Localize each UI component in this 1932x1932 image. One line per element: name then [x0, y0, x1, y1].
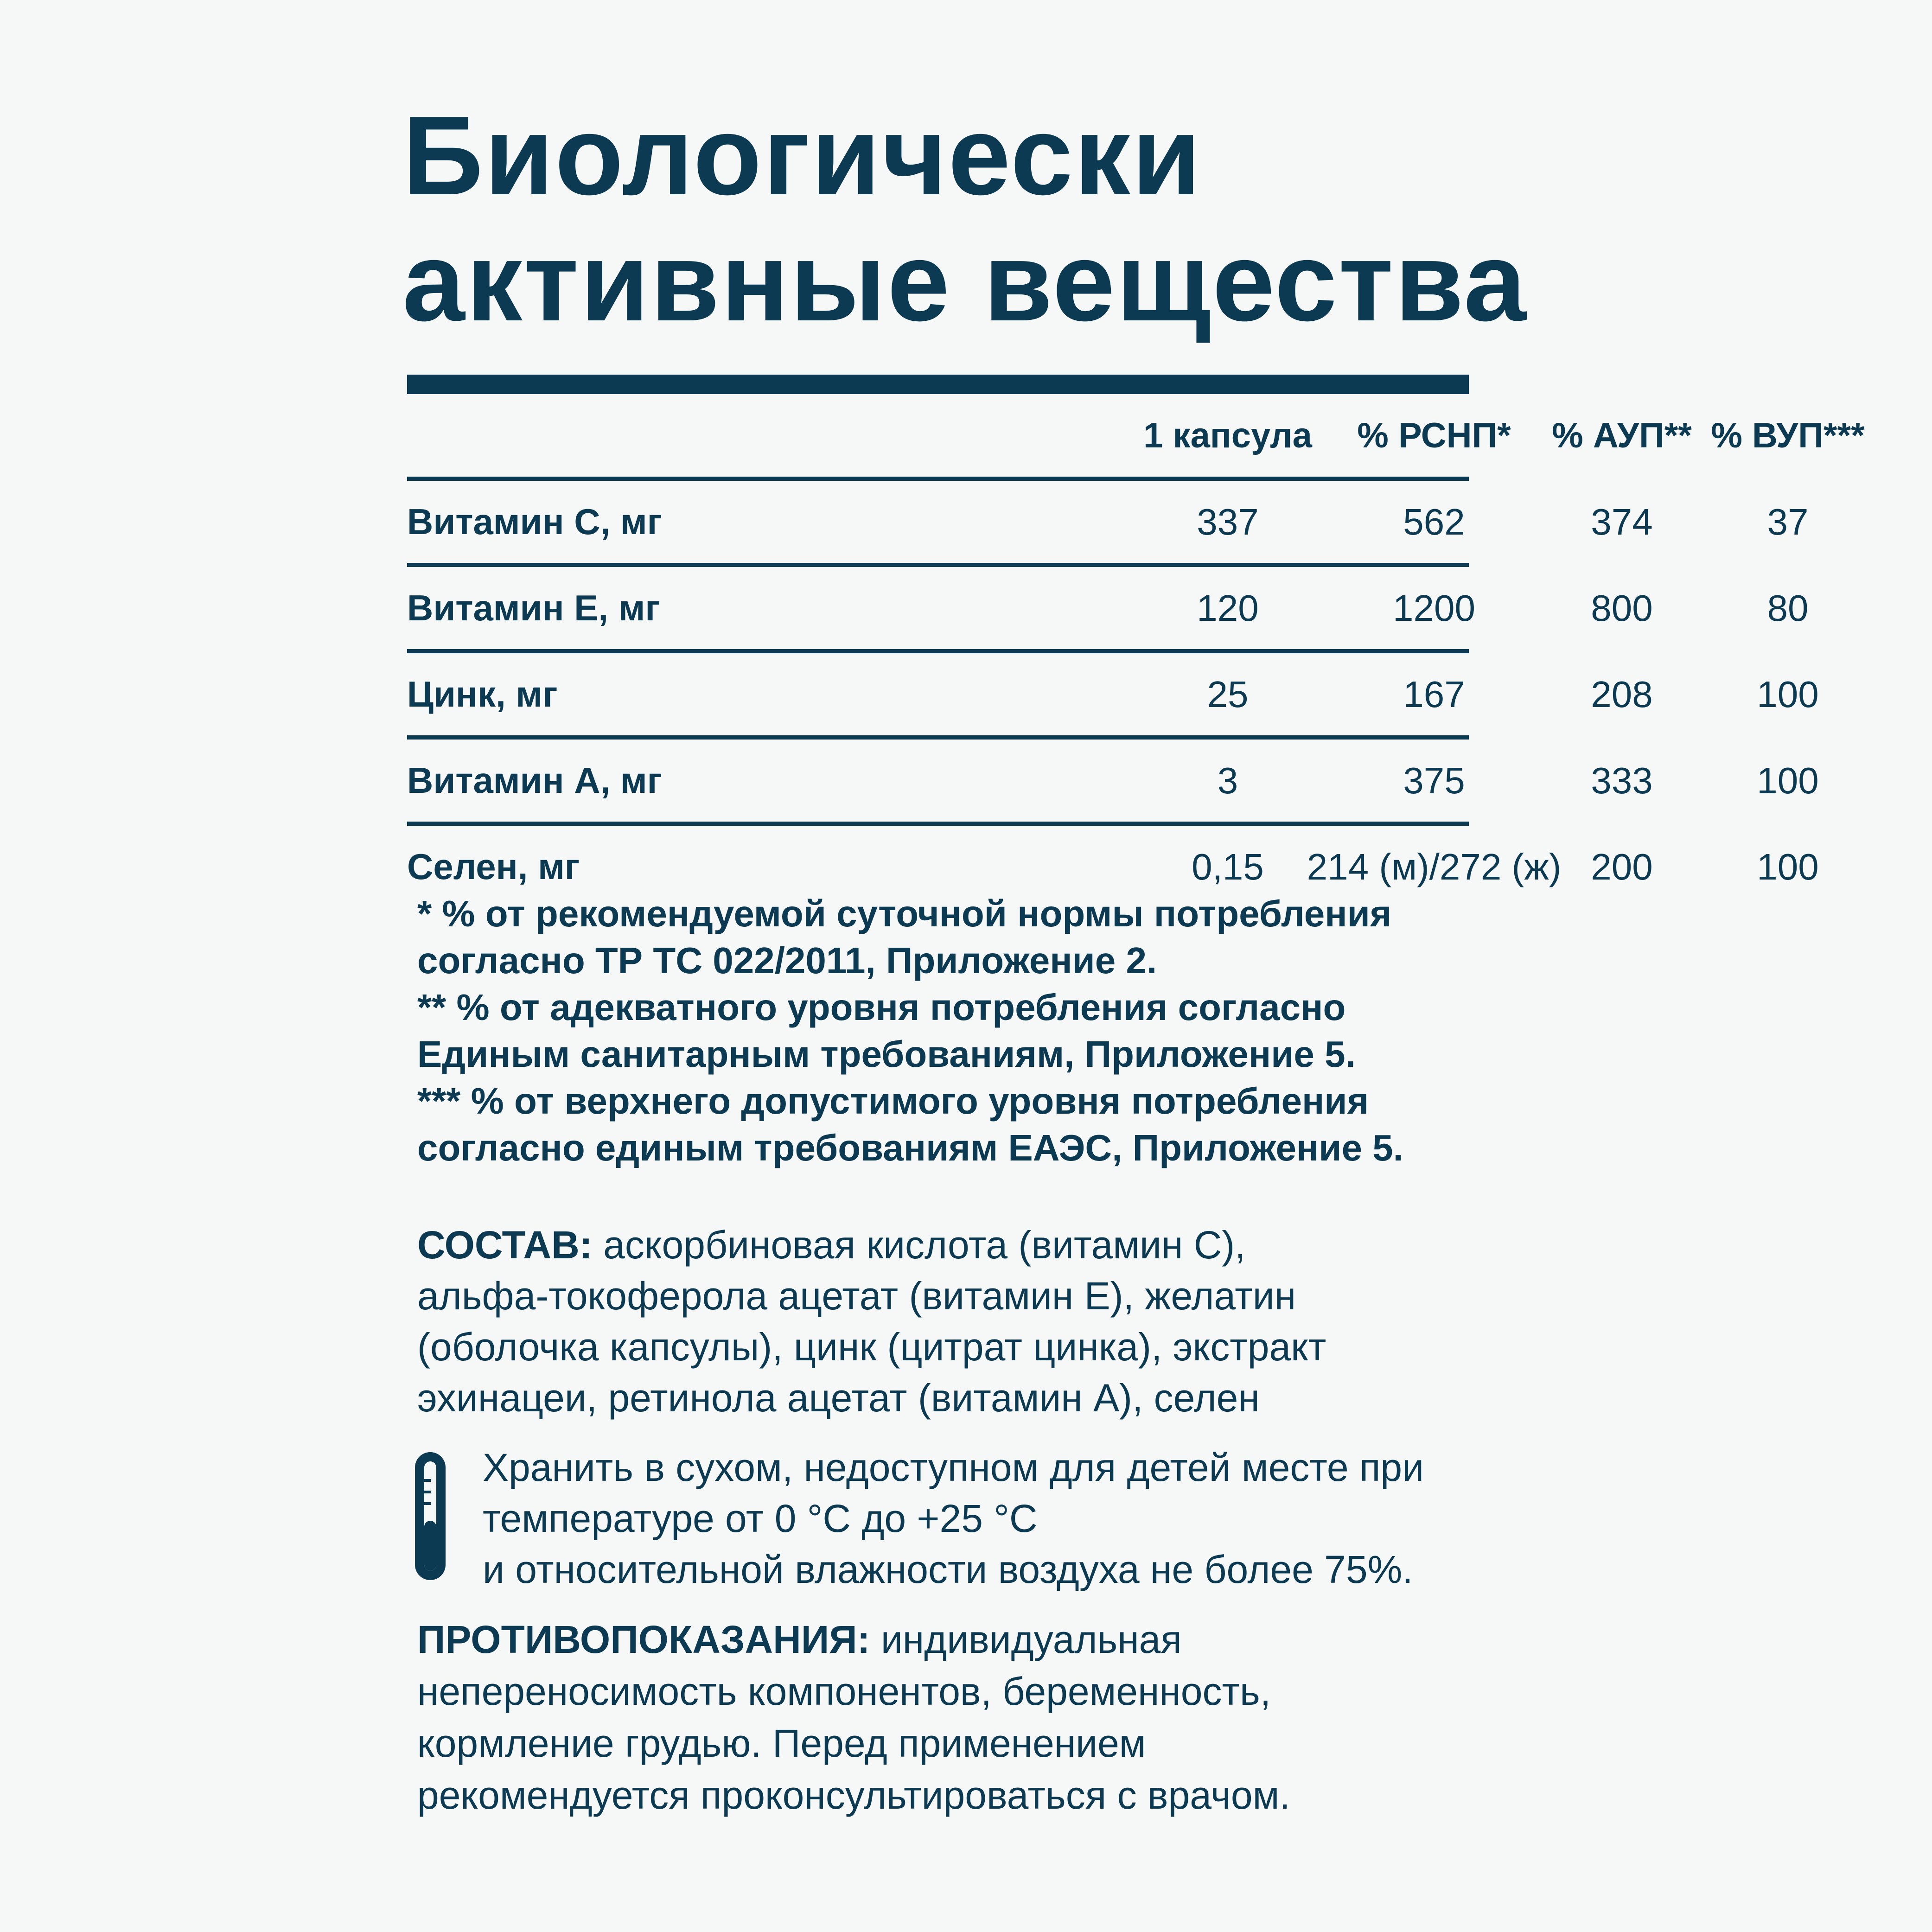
composition-label: СОСТАВ:: [417, 1223, 593, 1267]
cell-per-capsule: 337: [1197, 501, 1259, 542]
footnote-line: согласно единым требованиям ЕАЭС, Приложение 5.: [417, 1127, 1403, 1168]
contraindications-text: индивидуальная: [870, 1618, 1182, 1661]
row-name: Витамин А, мг: [407, 760, 663, 801]
cell-vup: 80: [1767, 587, 1809, 629]
table-divider: [407, 649, 1469, 653]
contraindications-text: непереносимость компонентов, беременность,: [417, 1670, 1271, 1713]
table-row: [407, 653, 1819, 735]
cell-per-capsule: 0,15: [1192, 846, 1264, 887]
footnote-line: * % от рекомендуемой суточной нормы потребления: [417, 893, 1392, 934]
thermometer-icon: [414, 1451, 446, 1581]
header-aup: % АУП**: [1552, 415, 1692, 455]
contraindications-text: рекомендуется проконсультироваться с врачом.: [417, 1773, 1290, 1817]
cell-aup: 800: [1591, 587, 1653, 629]
header-per-capsule: 1 капсула: [1143, 415, 1312, 455]
cell-rsnp: 1200: [1393, 587, 1475, 629]
title-line-1: Биологически: [402, 93, 1202, 218]
table-top-bar: [407, 375, 1469, 394]
table-divider: [407, 822, 1469, 826]
contraindications-text: кормление грудью. Перед применением: [417, 1722, 1146, 1765]
composition-text: альфа-токоферола ацетат (витамин Е), желатин: [417, 1274, 1296, 1318]
table-divider: [407, 477, 1469, 481]
footnote-line: *** % от верхнего допустимого уровня потребления: [417, 1080, 1369, 1122]
contraindications-label: ПРОТИВОПОКАЗАНИЯ:: [417, 1618, 870, 1661]
cell-vup: 100: [1757, 846, 1819, 887]
footnote-line: ** % от адекватного уровня потребления согласно: [417, 987, 1346, 1028]
cell-rsnp: 375: [1403, 759, 1465, 801]
header-rsnp: % РСНП*: [1357, 415, 1511, 455]
composition-text: (оболочка капсулы), цинк (цитрат цинка), экстракт: [417, 1325, 1326, 1369]
table-divider: [407, 735, 1469, 740]
cell-vup: 37: [1767, 501, 1809, 542]
cell-aup: 208: [1591, 673, 1653, 715]
cell-aup: 200: [1591, 846, 1653, 887]
composition-text: эхинацеи, ретинола ацетат (витамин А), селен: [417, 1376, 1260, 1420]
cell-vup: 100: [1757, 673, 1819, 715]
header-vup: % ВУП***: [1711, 415, 1865, 455]
table-row: [407, 740, 1819, 822]
table-divider: [407, 563, 1469, 567]
nutrient-table: [407, 375, 1865, 908]
storage-text: Хранить в сухом, недоступном для детей месте при: [483, 1446, 1424, 1489]
cell-aup: 374: [1591, 501, 1653, 542]
row-name: Витамин Е, мг: [407, 587, 660, 628]
cell-per-capsule: 3: [1217, 759, 1238, 801]
composition-section: [417, 1219, 1484, 1423]
footnotes: [417, 890, 1484, 1171]
table-header-row: [407, 394, 1865, 477]
row-name: Цинк, мг: [407, 674, 558, 714]
storage-section: [414, 1442, 1504, 1591]
title-line-2: активные вещества: [402, 219, 1528, 344]
cell-per-capsule: 25: [1207, 673, 1249, 715]
storage-text: температуре от 0 °С до +25 °С: [483, 1497, 1038, 1540]
composition-text: аскорбиновая кислота (витамин С),: [592, 1223, 1246, 1267]
contraindications-section: [417, 1613, 1484, 1821]
cell-rsnp: 562: [1403, 501, 1465, 542]
storage-text: и относительной влажности воздуха не более 75%.: [483, 1548, 1413, 1591]
footnote-line: согласно ТР ТС 022/2011, Приложение 2.: [417, 940, 1157, 981]
table-row: [407, 481, 1809, 563]
page-title: [402, 93, 1527, 345]
table-row: [407, 567, 1809, 649]
cell-rsnp: 167: [1403, 673, 1465, 715]
row-name: Селен, мг: [407, 846, 580, 887]
cell-rsnp: 214 (м)/272 (ж): [1307, 846, 1562, 887]
cell-per-capsule: 120: [1197, 587, 1259, 629]
row-name: Витамин С, мг: [407, 501, 663, 542]
cell-aup: 333: [1591, 759, 1653, 801]
cell-vup: 100: [1757, 759, 1819, 801]
footnote-line: Единым санитарным требованиям, Приложение 5.: [417, 1033, 1356, 1075]
